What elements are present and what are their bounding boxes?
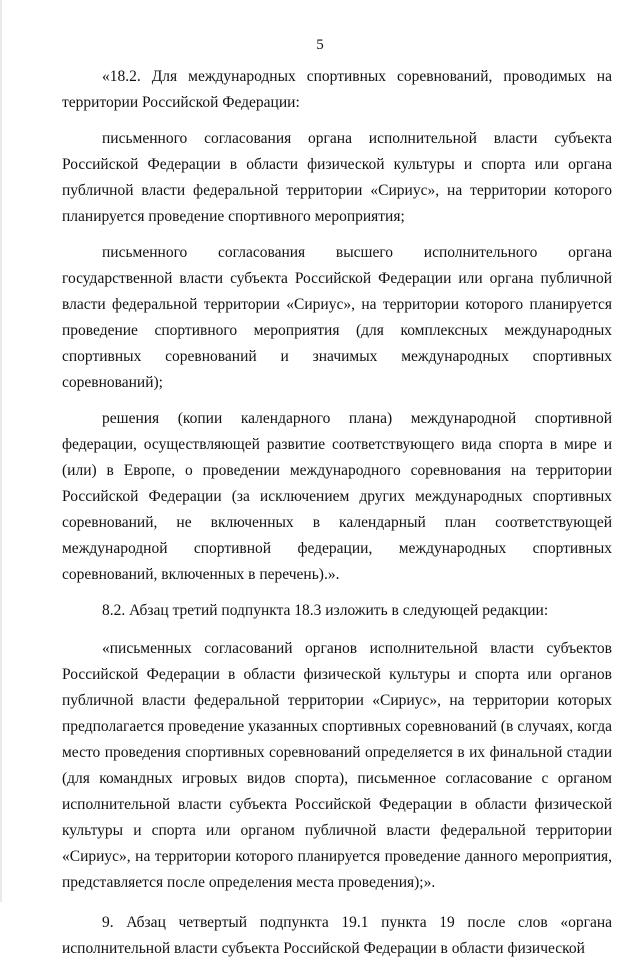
document-body	[62, 64, 612, 962]
paragraph-9: 9. Абзац четвертый подпункта 19.1 пункта 19 после слов «органа исполнительной власти субъекта Российской Федерации в области физической	[62, 914, 612, 957]
paragraph-higher-authority-approval: письменного согласования высшего исполнительного органа государственной власти субъекта Российской Федерации или органа публичной власти федеральной территории «Сириус», на территории которого планируется проведение спортивного мероприятия (для комплексных международных спортивных соревнований и значимых международных спортивных соревнований);	[62, 244, 612, 391]
paragraph-federation-decision: решения (копии календарного плана) международной спортивной федерации, осуществляющей развитие соответствующего вида спорта в мире и (или) в Европе, о проведении международного соревнования на территории Российской Федерации (за исключением других международных спортивных соревнований, не включенных в календарный план соответствующей международной спортивной федерации, международных спортивных соревнований, включенных в перечень).».	[62, 410, 612, 583]
paragraph-regional-approval: письменного согласования органа исполнительной власти субъекта Российской Федерации в области физической культуры и спорта или органа публичной власти федеральной территории «Сириус», на территории которого планируется проведение спортивного мероприятия;	[62, 130, 612, 225]
paragraph-18-2-intro: «18.2. Для международных спортивных соревнований, проводимых на территории Российской Федерации:	[62, 68, 612, 111]
scan-edge-shadow	[0, 0, 2, 902]
paragraph-written-approvals: «письменных согласований органов исполнительной власти субъектов Российской Федерации в области физической культуры и спорта или органов публичной власти федеральной территории «Сириус», на территории которых предполагается проведение указанных спортивных соревнований (в случаях, когда место проведения спортивных соревнований определяется в их финальной стадии (для командных игровых видов спорта), письменное согласование с органом исполнительной власти субъекта Российской Федерации в области физической культуры и спорта или органом публичной власти федеральной территории «Сириус», на территории которого планируется проведение данного мероприятия, представляется после определения места проведения);».	[62, 640, 612, 891]
page-number: 5	[316, 37, 324, 53]
paragraph-8-2: 8.2. Абзац третий подпункта 18.3 изложить в следующей редакции:	[102, 602, 549, 619]
